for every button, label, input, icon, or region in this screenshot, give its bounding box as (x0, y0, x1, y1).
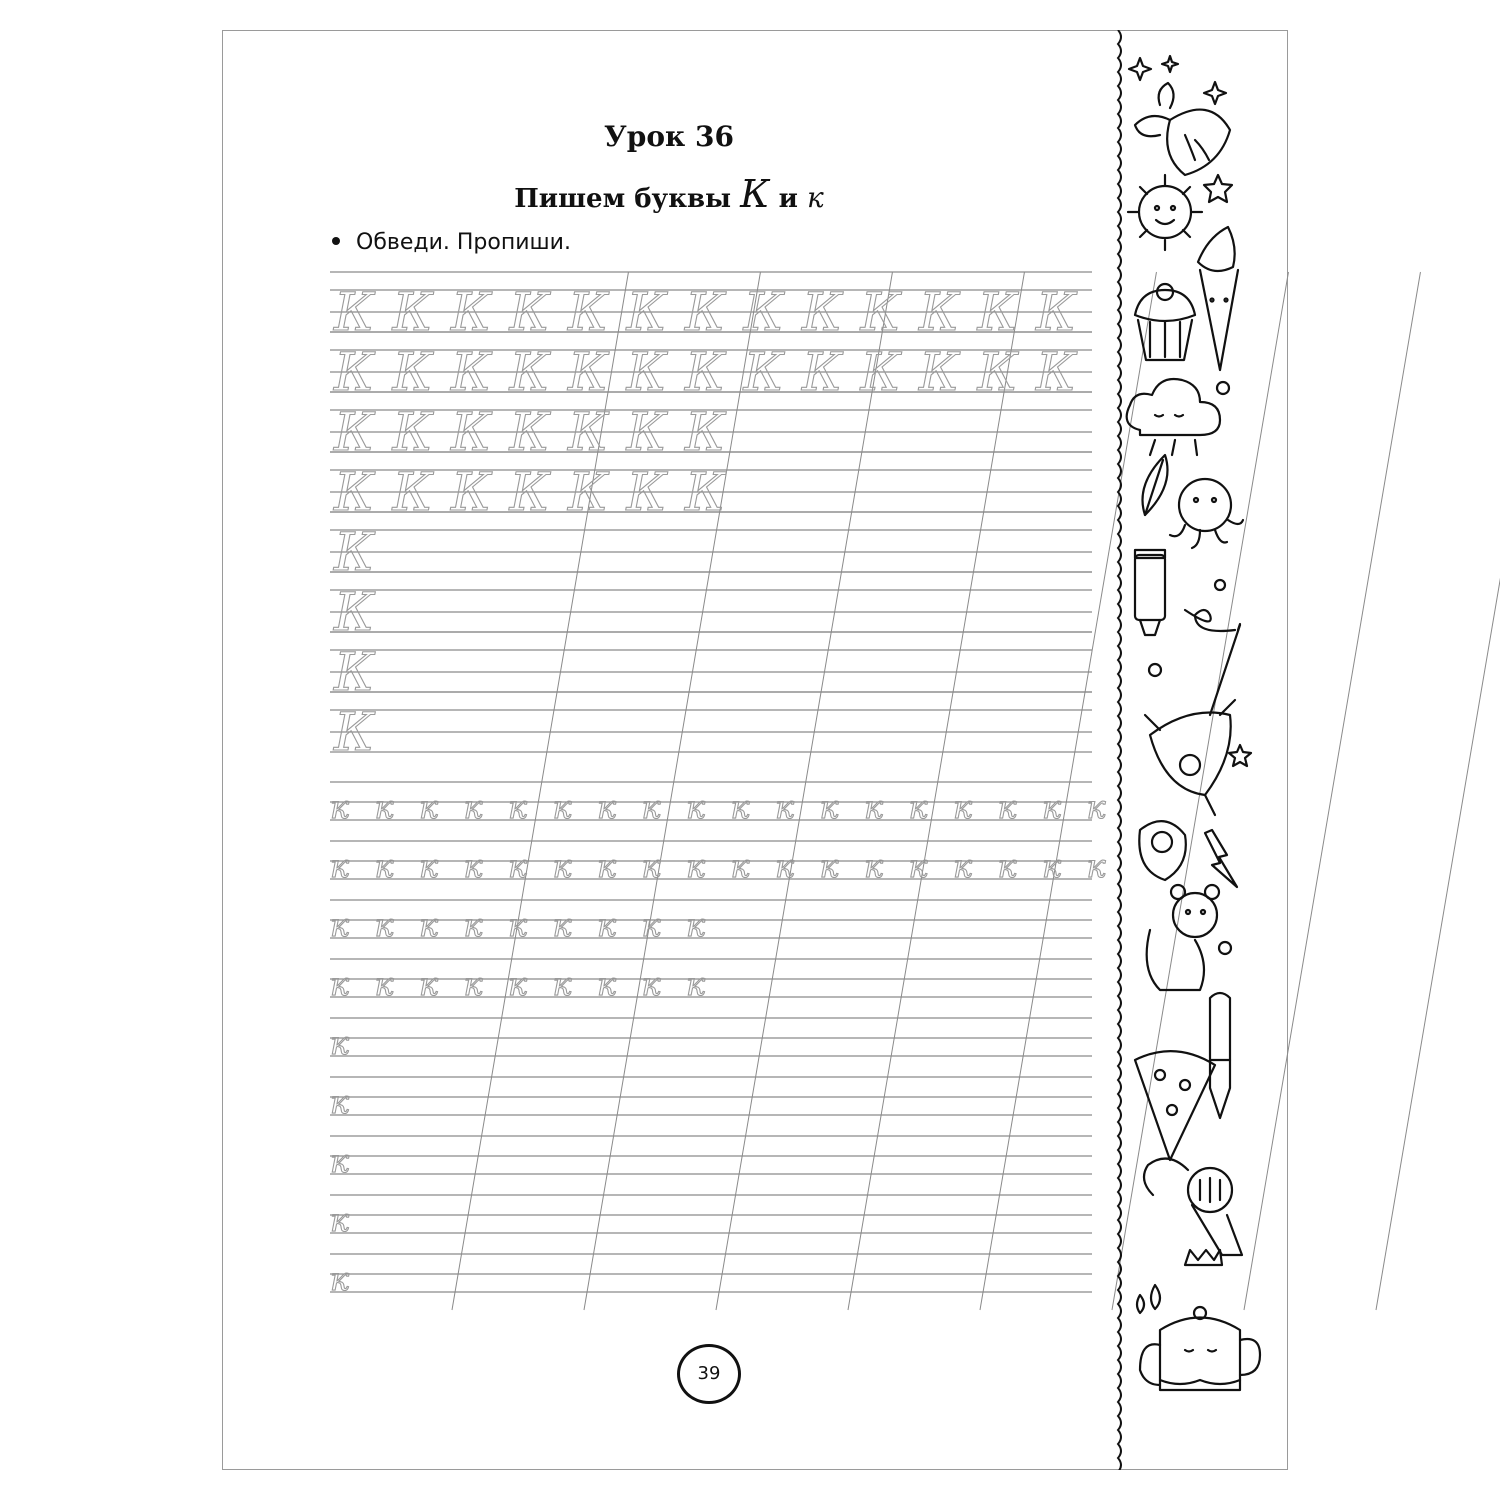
trace-letter-lower: к (775, 788, 795, 826)
trace-letter-lower: к (552, 788, 572, 826)
droplets-icon (1137, 1285, 1160, 1313)
trace-letter-lower: к (686, 965, 706, 1003)
trace-letter-lower: к (330, 1142, 350, 1180)
trace-letter-lower: к (330, 906, 350, 944)
trace-letter-upper: К (334, 403, 375, 463)
trace-letter-upper: К (568, 403, 609, 463)
trace-letter-upper: К (392, 403, 433, 463)
trace-letter-upper: К (685, 283, 726, 343)
trace-letter-lower: к (730, 788, 750, 826)
trace-letter-lower: к (552, 906, 572, 944)
sun-face-icon (1128, 175, 1202, 250)
trace-letter-lower: к (597, 788, 617, 826)
trace-letter-upper: К (977, 283, 1018, 343)
trace-letter-upper: К (860, 283, 901, 343)
trace-letter-upper: К (919, 283, 960, 343)
trace-letter-lower: к (330, 1083, 350, 1121)
trace-letter-upper: К (626, 283, 667, 343)
trace-letter-upper: К (802, 283, 843, 343)
trace-letter-upper: К (568, 343, 609, 403)
trace-letter-lower: к (1042, 788, 1062, 826)
octopus-icon (1170, 479, 1243, 548)
trace-letter-lower: к (374, 906, 394, 944)
teapot-icon (1140, 1307, 1260, 1390)
rocket-icon (1145, 700, 1251, 815)
trace-letter-upper: К (1036, 343, 1077, 403)
trace-letter-upper: К (509, 343, 550, 403)
trace-letter-lower: к (374, 965, 394, 1003)
trace-letter-upper: К (451, 403, 492, 463)
trace-letter-upper: К (334, 283, 375, 343)
trace-letter-upper: К (451, 283, 492, 343)
wavy-border (1118, 30, 1121, 1470)
trace-letter-lower: к (686, 847, 706, 885)
trace-letter-upper: К (451, 343, 492, 403)
trace-letter-upper: К (626, 403, 667, 463)
trace-letter-upper: К (509, 283, 550, 343)
trace-letter-lower: к (330, 788, 350, 826)
trace-letter-lower: к (330, 965, 350, 1003)
trace-letter-lower: к (686, 788, 706, 826)
trace-letter-lower: к (419, 788, 439, 826)
trace-letter-upper: К (509, 403, 550, 463)
trace-letter-upper: К (392, 463, 433, 523)
trace-letter-lower: к (597, 965, 617, 1003)
trace-letter-lower: к (330, 1024, 350, 1062)
trace-letter-upper: К (568, 463, 609, 523)
trace-letter-lower: к (775, 847, 795, 885)
trace-letter-lower: к (1042, 847, 1062, 885)
trace-letter-lower: к (463, 965, 483, 1003)
trace-letter-lower: к (686, 906, 706, 944)
star-icon (1204, 175, 1232, 202)
trace-letter-lower: к (597, 847, 617, 885)
trace-letter-upper: К (685, 403, 726, 463)
instruction-text: Обведи. Пропиши. (356, 230, 571, 255)
beet-icon (1135, 83, 1230, 175)
subtitle-conjunction: и (778, 184, 798, 214)
trace-letter-lower: к (641, 965, 661, 1003)
subtitle-prefix: Пишем буквы (514, 184, 732, 214)
trace-letter-upper: К (392, 343, 433, 403)
trace-letter-lower: к (908, 788, 928, 826)
trace-letter-upper: К (1036, 283, 1077, 343)
trace-letter-lower: к (864, 788, 884, 826)
trace-letter-upper: К (977, 343, 1018, 403)
trace-letter-lower: к (374, 847, 394, 885)
slant-guide-line (1376, 272, 1500, 1310)
trace-letter-upper: К (860, 343, 901, 403)
lesson-title: Урок 36 (604, 120, 734, 153)
lightning-icon (1205, 830, 1237, 887)
trace-letter-upper: К (334, 463, 375, 523)
trace-letter-lower: к (641, 906, 661, 944)
lemon-icon (1139, 821, 1186, 880)
trace-letter-lower: к (419, 965, 439, 1003)
slant-guide-line (1244, 272, 1420, 1310)
trace-letter-lower: к (374, 788, 394, 826)
paint-tube-icon (1135, 550, 1225, 635)
trace-letter-upper: К (685, 463, 726, 523)
trace-letter-lower: к (552, 965, 572, 1003)
trace-letter-upper: К (685, 343, 726, 403)
trace-letter-upper: К (626, 343, 667, 403)
capital-letter-sample: К (740, 172, 770, 216)
trace-letter-upper: К (743, 283, 784, 343)
pen-icon (1210, 993, 1230, 1118)
trace-letter-lower: к (997, 847, 1017, 885)
trace-letter-lower: к (641, 788, 661, 826)
trace-letter-upper: К (334, 583, 375, 643)
trace-letter-upper: К (802, 343, 843, 403)
trace-letter-upper: К (334, 523, 375, 583)
ice-cream-icon (1198, 227, 1238, 370)
trace-letter-lower: к (508, 847, 528, 885)
trace-letter-lower: к (508, 906, 528, 944)
trace-letter-lower: к (641, 847, 661, 885)
trace-letter-upper: К (392, 283, 433, 343)
trace-letter-upper: К (626, 463, 667, 523)
cloud-face-icon (1127, 379, 1229, 455)
trace-letter-lower: к (330, 1260, 350, 1298)
trace-letter-upper: К (509, 463, 550, 523)
trace-letter-lower: к (508, 965, 528, 1003)
trace-letter-lower: к (819, 788, 839, 826)
cupcake-icon (1135, 284, 1195, 360)
trace-letter-lower: к (953, 847, 973, 885)
trace-letter-lower: к (730, 847, 750, 885)
trace-letter-lower: к (419, 906, 439, 944)
sparkle-icon (1129, 56, 1226, 104)
trace-letter-lower: к (463, 847, 483, 885)
trace-letter-upper: К (334, 643, 375, 703)
trace-letter-lower: к (1086, 847, 1106, 885)
trace-letter-lower: к (552, 847, 572, 885)
page-number: 39 (677, 1344, 741, 1404)
trace-letter-lower: к (1086, 788, 1106, 826)
trace-letter-lower: к (819, 847, 839, 885)
trace-letter-upper: К (743, 343, 784, 403)
trace-letter-lower: к (953, 788, 973, 826)
trace-letter-lower: к (463, 906, 483, 944)
trace-letter-lower: к (463, 788, 483, 826)
leaf-icon (1143, 455, 1168, 515)
trace-letter-upper: К (451, 463, 492, 523)
needle-thread-icon (1149, 610, 1240, 715)
trace-letter-lower: к (330, 1201, 350, 1239)
hair-dryer-icon (1144, 1159, 1242, 1255)
trace-letter-lower: к (330, 847, 350, 885)
trace-letter-lower: к (597, 906, 617, 944)
trace-letter-lower: к (997, 788, 1017, 826)
trace-letter-lower: к (908, 847, 928, 885)
crown-icon (1185, 1250, 1222, 1265)
trace-letter-lower: к (508, 788, 528, 826)
trace-letter-upper: К (919, 343, 960, 403)
trace-letter-upper: К (568, 283, 609, 343)
pizza-icon (1135, 1051, 1215, 1160)
trace-letter-lower: к (864, 847, 884, 885)
teddy-bear-icon (1147, 885, 1231, 990)
doodle-strip (1100, 30, 1270, 1470)
trace-letter-upper: К (334, 703, 375, 763)
trace-letter-upper: К (334, 343, 375, 403)
lowercase-letter-sample: к (807, 181, 824, 214)
trace-letter-lower: к (419, 847, 439, 885)
